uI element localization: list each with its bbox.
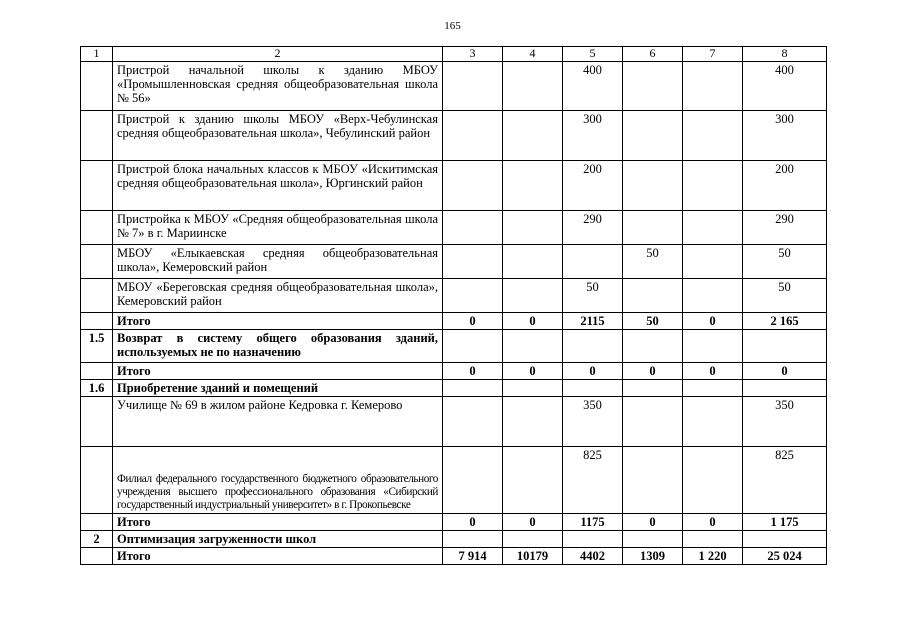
section-title: Оптимизация загруженности школ: [113, 531, 443, 548]
total-label: Итого: [113, 363, 443, 380]
header-cell: 1: [81, 47, 113, 62]
empty-cell: [443, 380, 503, 397]
num-cell: [81, 363, 113, 380]
description-cell: Пристройка к МБОУ «Средняя общеобразовательная школа № 7» в г. Мариинске: [113, 211, 443, 245]
value-cell-4: [503, 245, 563, 279]
value-cell-7: 0: [683, 363, 743, 380]
value-cell-6: [623, 161, 683, 211]
value-cell-3: 7 914: [443, 548, 503, 565]
section-title: Приобретение зданий и помещений: [113, 380, 443, 397]
value-cell-5: 825: [563, 447, 623, 514]
header-cell: 3: [443, 47, 503, 62]
header-cell: 2: [113, 47, 443, 62]
value-cell-7: [683, 245, 743, 279]
value-cell-5: [563, 245, 623, 279]
empty-cell: [563, 531, 623, 548]
table-row: [81, 279, 827, 313]
value-cell-8: 0: [743, 363, 827, 380]
empty-cell: [683, 380, 743, 397]
num-cell: [81, 514, 113, 531]
total-label: Итого: [113, 514, 443, 531]
num-cell: [81, 397, 113, 447]
value-cell-5: 290: [563, 211, 623, 245]
value-cell-4: [503, 161, 563, 211]
value-cell-5: 400: [563, 62, 623, 111]
value-cell-5: 4402: [563, 548, 623, 565]
num-cell: [81, 211, 113, 245]
value-cell-3: 0: [443, 313, 503, 330]
table-row: [81, 397, 827, 447]
table-row: [81, 447, 827, 514]
header-cell: 4: [503, 47, 563, 62]
table-row: [81, 211, 827, 245]
value-cell-8: 300: [743, 111, 827, 161]
value-cell-5: 300: [563, 111, 623, 161]
value-cell-4: [503, 397, 563, 447]
empty-cell: [503, 330, 563, 363]
table-row: [81, 62, 827, 111]
value-cell-5: 200: [563, 161, 623, 211]
num-cell: [81, 62, 113, 111]
value-cell-7: [683, 279, 743, 313]
value-cell-3: [443, 211, 503, 245]
value-cell-6: 50: [623, 245, 683, 279]
total-label: Итого: [113, 313, 443, 330]
section-row: [81, 330, 827, 363]
value-cell-6: [623, 279, 683, 313]
section-number: 1.5: [81, 330, 113, 363]
header-cell: 6: [623, 47, 683, 62]
value-cell-5: 50: [563, 279, 623, 313]
empty-cell: [623, 531, 683, 548]
total-label: Итого: [113, 548, 443, 565]
value-cell-4: 0: [503, 514, 563, 531]
empty-cell: [623, 380, 683, 397]
header-cell: 7: [683, 47, 743, 62]
value-cell-7: 0: [683, 313, 743, 330]
value-cell-5: 2115: [563, 313, 623, 330]
value-cell-8: 2 165: [743, 313, 827, 330]
value-cell-4: [503, 211, 563, 245]
value-cell-3: 0: [443, 363, 503, 380]
value-cell-6: 50: [623, 313, 683, 330]
total-row: [81, 313, 827, 330]
value-cell-7: 1 220: [683, 548, 743, 565]
value-cell-4: 0: [503, 313, 563, 330]
value-cell-4: [503, 62, 563, 111]
value-cell-5: 0: [563, 363, 623, 380]
page-number: 165: [444, 20, 461, 32]
value-cell-7: [683, 211, 743, 245]
num-cell: [81, 111, 113, 161]
value-cell-4: 0: [503, 363, 563, 380]
table-row: [81, 161, 827, 211]
value-cell-3: [443, 279, 503, 313]
empty-cell: [743, 531, 827, 548]
value-cell-6: 1309: [623, 548, 683, 565]
num-cell: [81, 548, 113, 565]
total-row: [81, 363, 827, 380]
value-cell-6: [623, 447, 683, 514]
description-cell: МБОУ «Елыкаевская средняя общеобразовательная школа», Кемеровский район: [113, 245, 443, 279]
empty-cell: [563, 380, 623, 397]
value-cell-8: 400: [743, 62, 827, 111]
value-cell-5: 350: [563, 397, 623, 447]
value-cell-5: 1175: [563, 514, 623, 531]
value-cell-8: 50: [743, 279, 827, 313]
value-cell-8: 290: [743, 211, 827, 245]
value-cell-8: 825: [743, 447, 827, 514]
empty-cell: [503, 531, 563, 548]
empty-cell: [743, 380, 827, 397]
num-cell: [81, 447, 113, 514]
empty-cell: [443, 330, 503, 363]
table-row: [81, 245, 827, 279]
empty-cell: [563, 330, 623, 363]
description-cell: Пристрой начальной школы к зданию МБОУ «Промышленновская средняя общеобразовательная школа № 56»: [113, 62, 443, 111]
value-cell-6: [623, 211, 683, 245]
value-cell-4: [503, 111, 563, 161]
section-row: [81, 380, 827, 397]
header-cell: 8: [743, 47, 827, 62]
value-cell-8: 350: [743, 397, 827, 447]
value-cell-3: [443, 245, 503, 279]
header-row: [81, 47, 827, 62]
value-cell-8: 25 024: [743, 548, 827, 565]
empty-cell: [503, 380, 563, 397]
num-cell: [81, 279, 113, 313]
section-number: 1.6: [81, 380, 113, 397]
program-table: [80, 46, 827, 565]
description-cell: МБОУ «Береговская средняя общеобразовательная школа», Кемеровский район: [113, 279, 443, 313]
empty-cell: [683, 531, 743, 548]
empty-cell: [743, 330, 827, 363]
empty-cell: [683, 330, 743, 363]
value-cell-3: [443, 447, 503, 514]
header-cell: 5: [563, 47, 623, 62]
section-title: Возврат в систему общего образования зданий, используемых не по назначению: [113, 330, 443, 363]
value-cell-7: [683, 447, 743, 514]
value-cell-7: [683, 111, 743, 161]
section-row: [81, 531, 827, 548]
value-cell-4: [503, 279, 563, 313]
section-number: 2: [81, 531, 113, 548]
value-cell-3: [443, 62, 503, 111]
value-cell-6: 0: [623, 514, 683, 531]
empty-cell: [623, 330, 683, 363]
value-cell-6: 0: [623, 363, 683, 380]
value-cell-7: 0: [683, 514, 743, 531]
grand-total-row: [81, 548, 827, 565]
value-cell-8: 200: [743, 161, 827, 211]
num-cell: [81, 313, 113, 330]
value-cell-3: 0: [443, 514, 503, 531]
description-cell: Пристрой блока начальных классов к МБОУ «Искитимская средняя общеобразовательная школа», Юргинский район: [113, 161, 443, 211]
table-row: [81, 111, 827, 161]
value-cell-7: [683, 62, 743, 111]
num-cell: [81, 245, 113, 279]
value-cell-3: [443, 111, 503, 161]
value-cell-8: 1 175: [743, 514, 827, 531]
value-cell-7: [683, 397, 743, 447]
total-row: [81, 514, 827, 531]
value-cell-3: [443, 397, 503, 447]
num-cell: [81, 161, 113, 211]
description-cell: Училище № 69 в жилом районе Кедровка г. Кемерово: [113, 397, 443, 447]
value-cell-3: [443, 161, 503, 211]
value-cell-8: 50: [743, 245, 827, 279]
description-cell: Пристрой к зданию школы МБОУ «Верх-Чебулинская средняя общеобразовательная школа», Чебулинский район: [113, 111, 443, 161]
value-cell-6: [623, 111, 683, 161]
value-cell-6: [623, 397, 683, 447]
value-cell-4: [503, 447, 563, 514]
value-cell-6: [623, 62, 683, 111]
empty-cell: [443, 531, 503, 548]
value-cell-4: 10179: [503, 548, 563, 565]
value-cell-7: [683, 161, 743, 211]
description-cell: Филиал федерального государственного бюджетного образовательного учреждения высшего профессионального образования «Сибирский государственный индустриальный университет» в г. Прокопьевске: [113, 447, 443, 514]
